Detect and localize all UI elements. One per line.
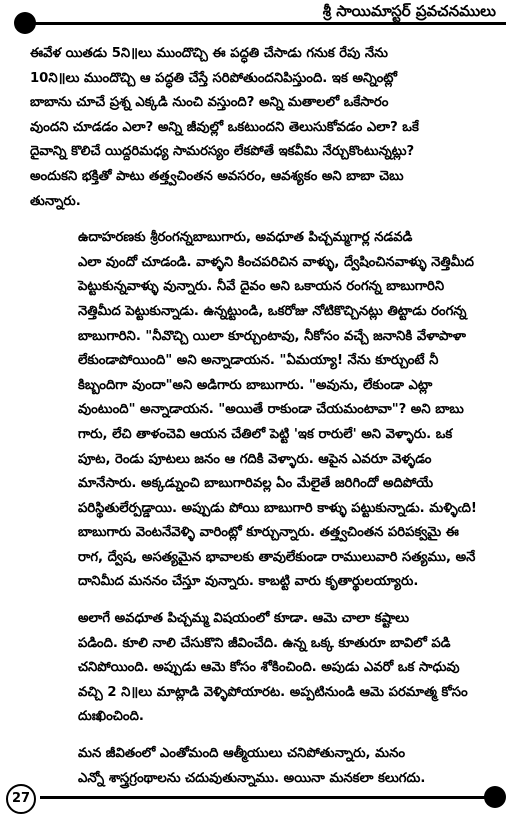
text-line: వచ్చి 2 ని॥లు మాట్లాడి వెళ్ళిపోయారట. అప్పటినుండి ఆమె పరమాత్మ కోసం [78, 684, 468, 700]
text-line: వుందని చూడడం ఎలా? అన్ని జీవుల్లో ఒకటుందని తెలుసుకోవడం ఎలా? ఒకే [30, 119, 419, 135]
text-line: బాబుగారిని. "నీవొచ్చి యిలా కూర్చుంటావు, నీకోసం వచ్చే జనానికి వేళాపాళా [78, 328, 466, 344]
body-text [30, 42, 492, 803]
running-header-title: శ్రీ సాయిమాస్టర్ ప్రవచనములు [322, 2, 496, 20]
text-line: కిబ్బందిగా వుందా"అని అడిగారు బాబుగారు. "అవును, లేకుండా ఎట్లా [78, 377, 433, 393]
text-line: పరిస్థితులేర్పడ్డాయి. అప్పుడు పోయి బాబుగారి కాళ్ళు పట్టుకున్నాడు. మళ్ళిఁది! [78, 500, 477, 516]
text-line: మన జీవితంలో ఎంతోమంది ఆత్మీయులు చనిపోతున్నారు, మనం [78, 746, 406, 762]
text-line: బాబుగారు వెంటనేవెళ్ళి వారింట్లో కూర్చున్నారు. తత్త్వచింతన పరిపక్వమై ఈ [78, 525, 459, 541]
paragraph-3 [30, 607, 492, 730]
text-line: తున్నారు. [30, 193, 81, 209]
text-line: దైవాన్ని కొలిచే యిద్దరిమధ్య సామరస్యం లేకపోతే ఇకవీమి నేర్చుకొంటున్నట్లు? [30, 144, 415, 160]
paragraph-2 [30, 226, 492, 595]
text-line: ఉదాహరణకు శ్రీరంగన్నబాబుగారు, అవధూత పిచ్చమ్మగార్ల నడవడి [78, 230, 413, 246]
text-line: ఎన్నో శాస్త్రగ్రంథాలను చదువుతున్నాము. అయినా మనకలా కలుగదు. [78, 770, 426, 786]
text-line: ఎలా వుందో చూడండి. వాళ్ళని కించపరిచిన వాళ్ళు, ద్వేషించినవాళ్ళు నెత్తిమీద [78, 254, 474, 270]
text-line: 10ని॥లు ముందొచ్చి ఆ పద్ధతి చేస్తే సరిపోతుందనిపిస్తుంది. ఇక అన్నింట్లో [30, 70, 397, 86]
text-line: గారు, లేచి తాళంచెవి ఆయన చేతిలో పెట్టి 'ఇక రారులే' అని వెళ్ళారు. ఒక [78, 426, 453, 442]
paragraph-1 [30, 42, 492, 214]
text-line: మానేసారు. అక్కడ్నుంచి బాబుగారివల్ల ఏం మేలైతే జరిగిందో అదిపోయే [78, 476, 434, 492]
corner-bullet-bottom [484, 786, 506, 808]
text-line: రాగ, ద్వేష, అసత్యమైన భావాలకు తావులేకుండా రాములువారి సత్యము, అనే [78, 549, 476, 565]
text-line: అలాగే అవధూత పిచ్చమ్మ విషయంలో కూడా. ఆమె చాలా కష్టాలు [78, 611, 410, 627]
text-line: పడింది. కూలి నాలి చేసుకొని జీవించేది. ఉన్న ఒక్క కూతురూ బావిలో పడి [78, 635, 451, 651]
text-line: ఈవేళ యితడు 5ని॥లు ముందొచ్చి ఈ పద్ధతి చేసాడు గనుక రేపు నేను [30, 46, 388, 61]
text-line: నెత్తిమీద పెట్టుకున్నాడు. ఉన్నట్టుండి, ఒకరోజు నోటికొచ్చినట్లు తిట్టాడు రంగన్న [78, 303, 467, 319]
text-line: పూట, రెండు పూటలు జనం ఆ గదికి వెళ్ళారు. ఆపైన ఎవరూ వెళ్ళడం [78, 451, 432, 467]
text-line: దానిమీద మననం చేస్తూ వున్నారు. కాబట్టి వారు కృతార్థులయ్యారు. [78, 574, 419, 590]
paragraph-4 [30, 742, 492, 791]
text-line: బాబాను చూచే ప్రశ్న ఎక్కడి నుంచి వస్తుంది? అన్ని మతాలలో ఒకేసారం [30, 95, 389, 111]
text-line: చనిపోయింది. అప్పుడు ఆమె కోసం శోకించింది. అపుడు ఎవరో ఒక సాధువు [78, 660, 460, 676]
text-line: పెట్టుకున్నవాళ్ళు వున్నారు. నీవే దైవం అని ఒకాయన రంగన్న బాబుగారిని [78, 279, 445, 295]
page-number: 27 [6, 784, 36, 814]
header-rule [22, 22, 506, 25]
text-line: లేకుండాపోయింది" అని అన్నాడాయన. "ఏమయ్యా! నేను కూర్చుంటే నీ [78, 353, 439, 369]
text-line: అందుకని భక్తితో పాటు తత్త్వచింతన అవసరం, ఆవశ్యకం అని బాబా చెబు [30, 168, 404, 184]
footer-rule [40, 796, 500, 799]
text-line: దుఃఖించింది. [78, 709, 144, 725]
text-line: వుంటుంది" అన్నాడాయన. "అయితే రాకుండా చేయమంటావా"? అని బాబు [78, 402, 464, 418]
